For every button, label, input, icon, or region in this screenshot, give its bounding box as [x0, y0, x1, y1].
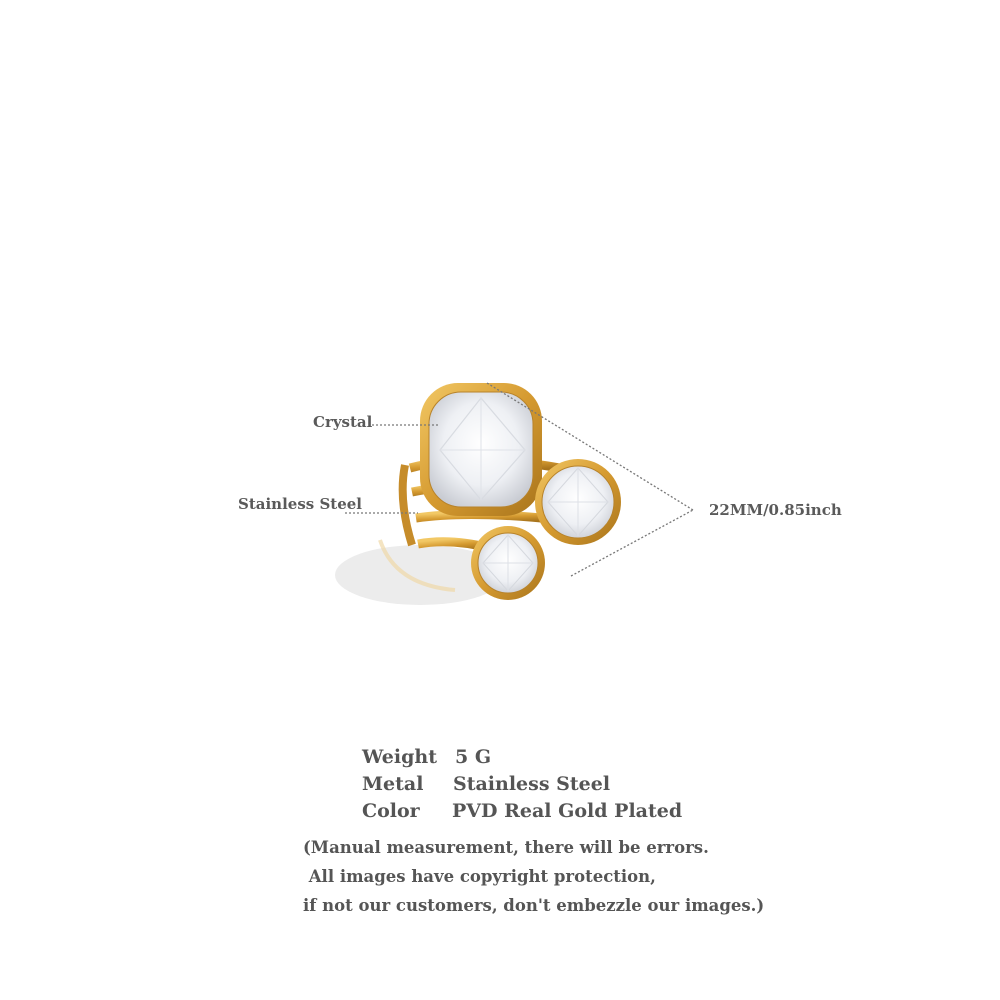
spec-key: Metal — [362, 773, 424, 795]
square-crystal — [420, 383, 542, 516]
spec-value: PVD Real Gold Plated — [452, 800, 683, 822]
spec-key: Color — [362, 800, 420, 822]
disclaimer-note — [303, 833, 764, 920]
size-label: 22MM/0.85inch — [709, 501, 842, 519]
spec-key: Weight — [362, 746, 437, 768]
disclaimer-line: All images have copyright protection, — [303, 867, 656, 886]
round-crystal-small — [471, 526, 545, 600]
spec-value: Stainless Steel — [453, 773, 611, 795]
disclaimer-line: (Manual measurement, there will be errors. — [303, 838, 709, 857]
crystal-label: Crystal — [313, 413, 373, 431]
spec-value: 5 G — [455, 746, 492, 768]
stainless-steel-label: Stainless Steel — [238, 495, 362, 513]
disclaimer-line: if not our customers, don't embezzle our images.) — [303, 896, 765, 915]
round-crystal-large — [535, 459, 621, 545]
